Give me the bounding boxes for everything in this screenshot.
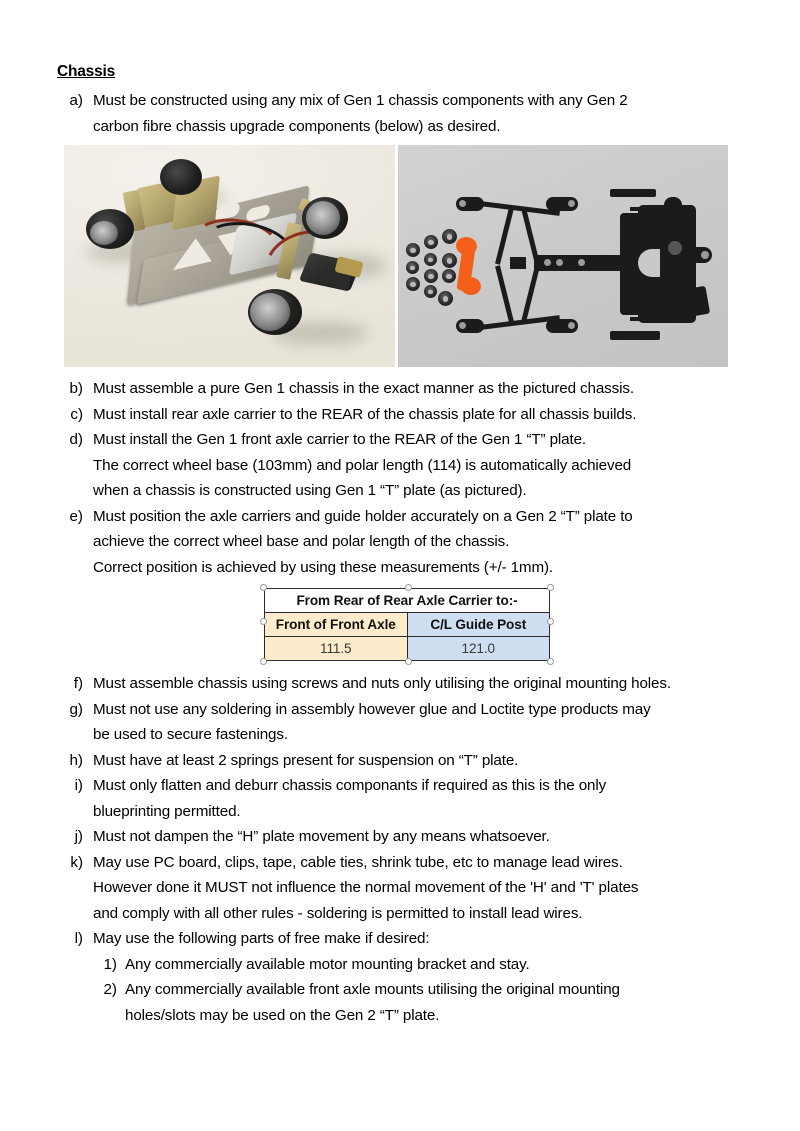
rule-line: carbon fibre chassis upgrade components (below) as desired. bbox=[93, 117, 501, 135]
rule-marker: d) bbox=[69, 431, 83, 449]
rule-line: However done it MUST not influence the normal movement of the 'H' and 'T' plates bbox=[93, 879, 639, 897]
rule-text bbox=[93, 748, 757, 774]
rule-marker: b) bbox=[69, 380, 83, 398]
rule-line: Must only flatten and deburr chassis componants if required as this is the only bbox=[93, 777, 607, 795]
document-content bbox=[57, 62, 757, 1028]
rule-line: Must install rear axle carrier to the REAR of the chassis plate for all chassis builds. bbox=[93, 405, 637, 423]
rule-text bbox=[93, 926, 757, 952]
rule-item-h bbox=[57, 748, 757, 774]
rule-marker: f) bbox=[73, 675, 83, 693]
sub-rule-item-2 bbox=[95, 977, 757, 1028]
rule-marker: g) bbox=[69, 700, 83, 718]
gen2-carbon-parts-photo bbox=[398, 145, 728, 367]
table-row bbox=[265, 637, 550, 661]
selection-handle-bottom-right[interactable] bbox=[547, 658, 554, 665]
rule-line: and comply with all other rules - soldering is permitted to install lead wires. bbox=[93, 904, 583, 922]
rule-text bbox=[93, 850, 757, 927]
sub-rule-text bbox=[125, 952, 757, 978]
rule-marker: c) bbox=[70, 405, 83, 423]
rule-line: be used to secure fastenings. bbox=[93, 726, 288, 744]
sub-rule-marker: 1) bbox=[103, 955, 117, 973]
rule-line: when a chassis is constructed using Gen 1 “T” plate (as pictured). bbox=[93, 482, 527, 500]
rule-item-a bbox=[57, 88, 757, 139]
selection-handle-bottom-left[interactable] bbox=[260, 658, 267, 665]
rule-line: blueprinting permitted. bbox=[93, 802, 241, 820]
rule-line: achieve the correct wheel base and polar length of the chassis. bbox=[93, 533, 510, 551]
rule-text bbox=[93, 671, 757, 697]
rule-marker: h) bbox=[69, 751, 83, 769]
rule-line: Must not use any soldering in assembly however glue and Loctite type products may bbox=[93, 700, 651, 718]
rule-line: Must not dampen the “H” plate movement by any means whatsoever. bbox=[93, 828, 550, 846]
measurement-table bbox=[264, 588, 550, 661]
rule-line: Must have at least 2 springs present for suspension on “T” plate. bbox=[93, 751, 519, 769]
table-row bbox=[265, 613, 550, 637]
rule-line: The correct wheel base (103mm) and polar length (114) is automatically achieved bbox=[93, 456, 632, 474]
gen1-chassis-photo bbox=[64, 145, 395, 367]
rule-marker: e) bbox=[69, 507, 83, 525]
sub-rule-item-1 bbox=[95, 952, 757, 978]
rule-item-g bbox=[57, 697, 757, 748]
table-header-front-axle: Front of Front Axle bbox=[265, 613, 408, 637]
rule-text bbox=[93, 824, 757, 850]
rule-text bbox=[93, 427, 757, 504]
rule-item-i bbox=[57, 773, 757, 824]
rule-item-l bbox=[57, 926, 757, 952]
rule-line: Must assemble chassis using screws and nuts only utilising the original mounting holes. bbox=[93, 675, 671, 693]
rule-marker: j) bbox=[74, 828, 83, 846]
selection-handle-top-right[interactable] bbox=[547, 584, 554, 591]
table-header-guide-post: C/L Guide Post bbox=[407, 613, 550, 637]
table-value-front-axle: 111.5 bbox=[265, 637, 408, 661]
sub-rule-line: Any commercially available front axle mounts utilising the original mounting bbox=[125, 981, 620, 999]
rule-marker: l) bbox=[74, 930, 83, 948]
rule-item-k bbox=[57, 850, 757, 927]
table-row bbox=[265, 589, 550, 613]
page-title: Chassis bbox=[57, 63, 116, 80]
rule-line: Must be constructed using any mix of Gen 1 chassis components with any Gen 2 bbox=[93, 92, 628, 110]
rule-marker: a) bbox=[69, 92, 83, 110]
rule-text bbox=[93, 697, 757, 748]
rule-text bbox=[93, 402, 757, 428]
rule-marker: i) bbox=[74, 777, 83, 795]
measurement-table-object[interactable] bbox=[264, 588, 550, 661]
rule-line: Must assemble a pure Gen 1 chassis in the exact manner as the pictured chassis. bbox=[93, 380, 634, 398]
sub-rule-text bbox=[125, 977, 757, 1028]
sub-rule-line: holes/slots may be used on the Gen 2 “T” plate. bbox=[125, 1006, 440, 1024]
sub-rule-line: Any commercially available motor mounting bracket and stay. bbox=[125, 955, 530, 973]
rule-item-b bbox=[57, 376, 757, 402]
rule-line: May use the following parts of free make if desired: bbox=[93, 930, 430, 948]
rule-item-e bbox=[57, 504, 757, 581]
rule-line: Correct position is achieved by using these measurements (+/- 1mm). bbox=[93, 558, 554, 576]
rule-text bbox=[93, 773, 757, 824]
rule-text bbox=[93, 376, 757, 402]
selection-handle-bottom-middle[interactable] bbox=[405, 658, 412, 665]
sub-rule-marker: 2) bbox=[103, 981, 117, 999]
rule-item-d bbox=[57, 427, 757, 504]
rule-text bbox=[93, 504, 757, 581]
rule-line: Must install the Gen 1 front axle carrier to the REAR of the Gen 1 “T” plate. bbox=[93, 431, 587, 449]
rule-item-f bbox=[57, 671, 757, 697]
table-value-guide-post: 121.0 bbox=[407, 637, 550, 661]
selection-handle-middle-right[interactable] bbox=[547, 618, 554, 625]
rule-marker: k) bbox=[70, 853, 83, 871]
rule-item-j bbox=[57, 824, 757, 850]
rule-line: May use PC board, clips, tape, cable ties, shrink tube, etc to manage lead wires. bbox=[93, 853, 623, 871]
rule-text bbox=[93, 88, 757, 139]
table-title-cell: From Rear of Rear Axle Carrier to:- bbox=[265, 589, 550, 613]
rule-line: Must position the axle carriers and guide holder accurately on a Gen 2 “T” plate to bbox=[93, 507, 633, 525]
figure-row bbox=[64, 145, 729, 367]
rule-item-c bbox=[57, 402, 757, 428]
